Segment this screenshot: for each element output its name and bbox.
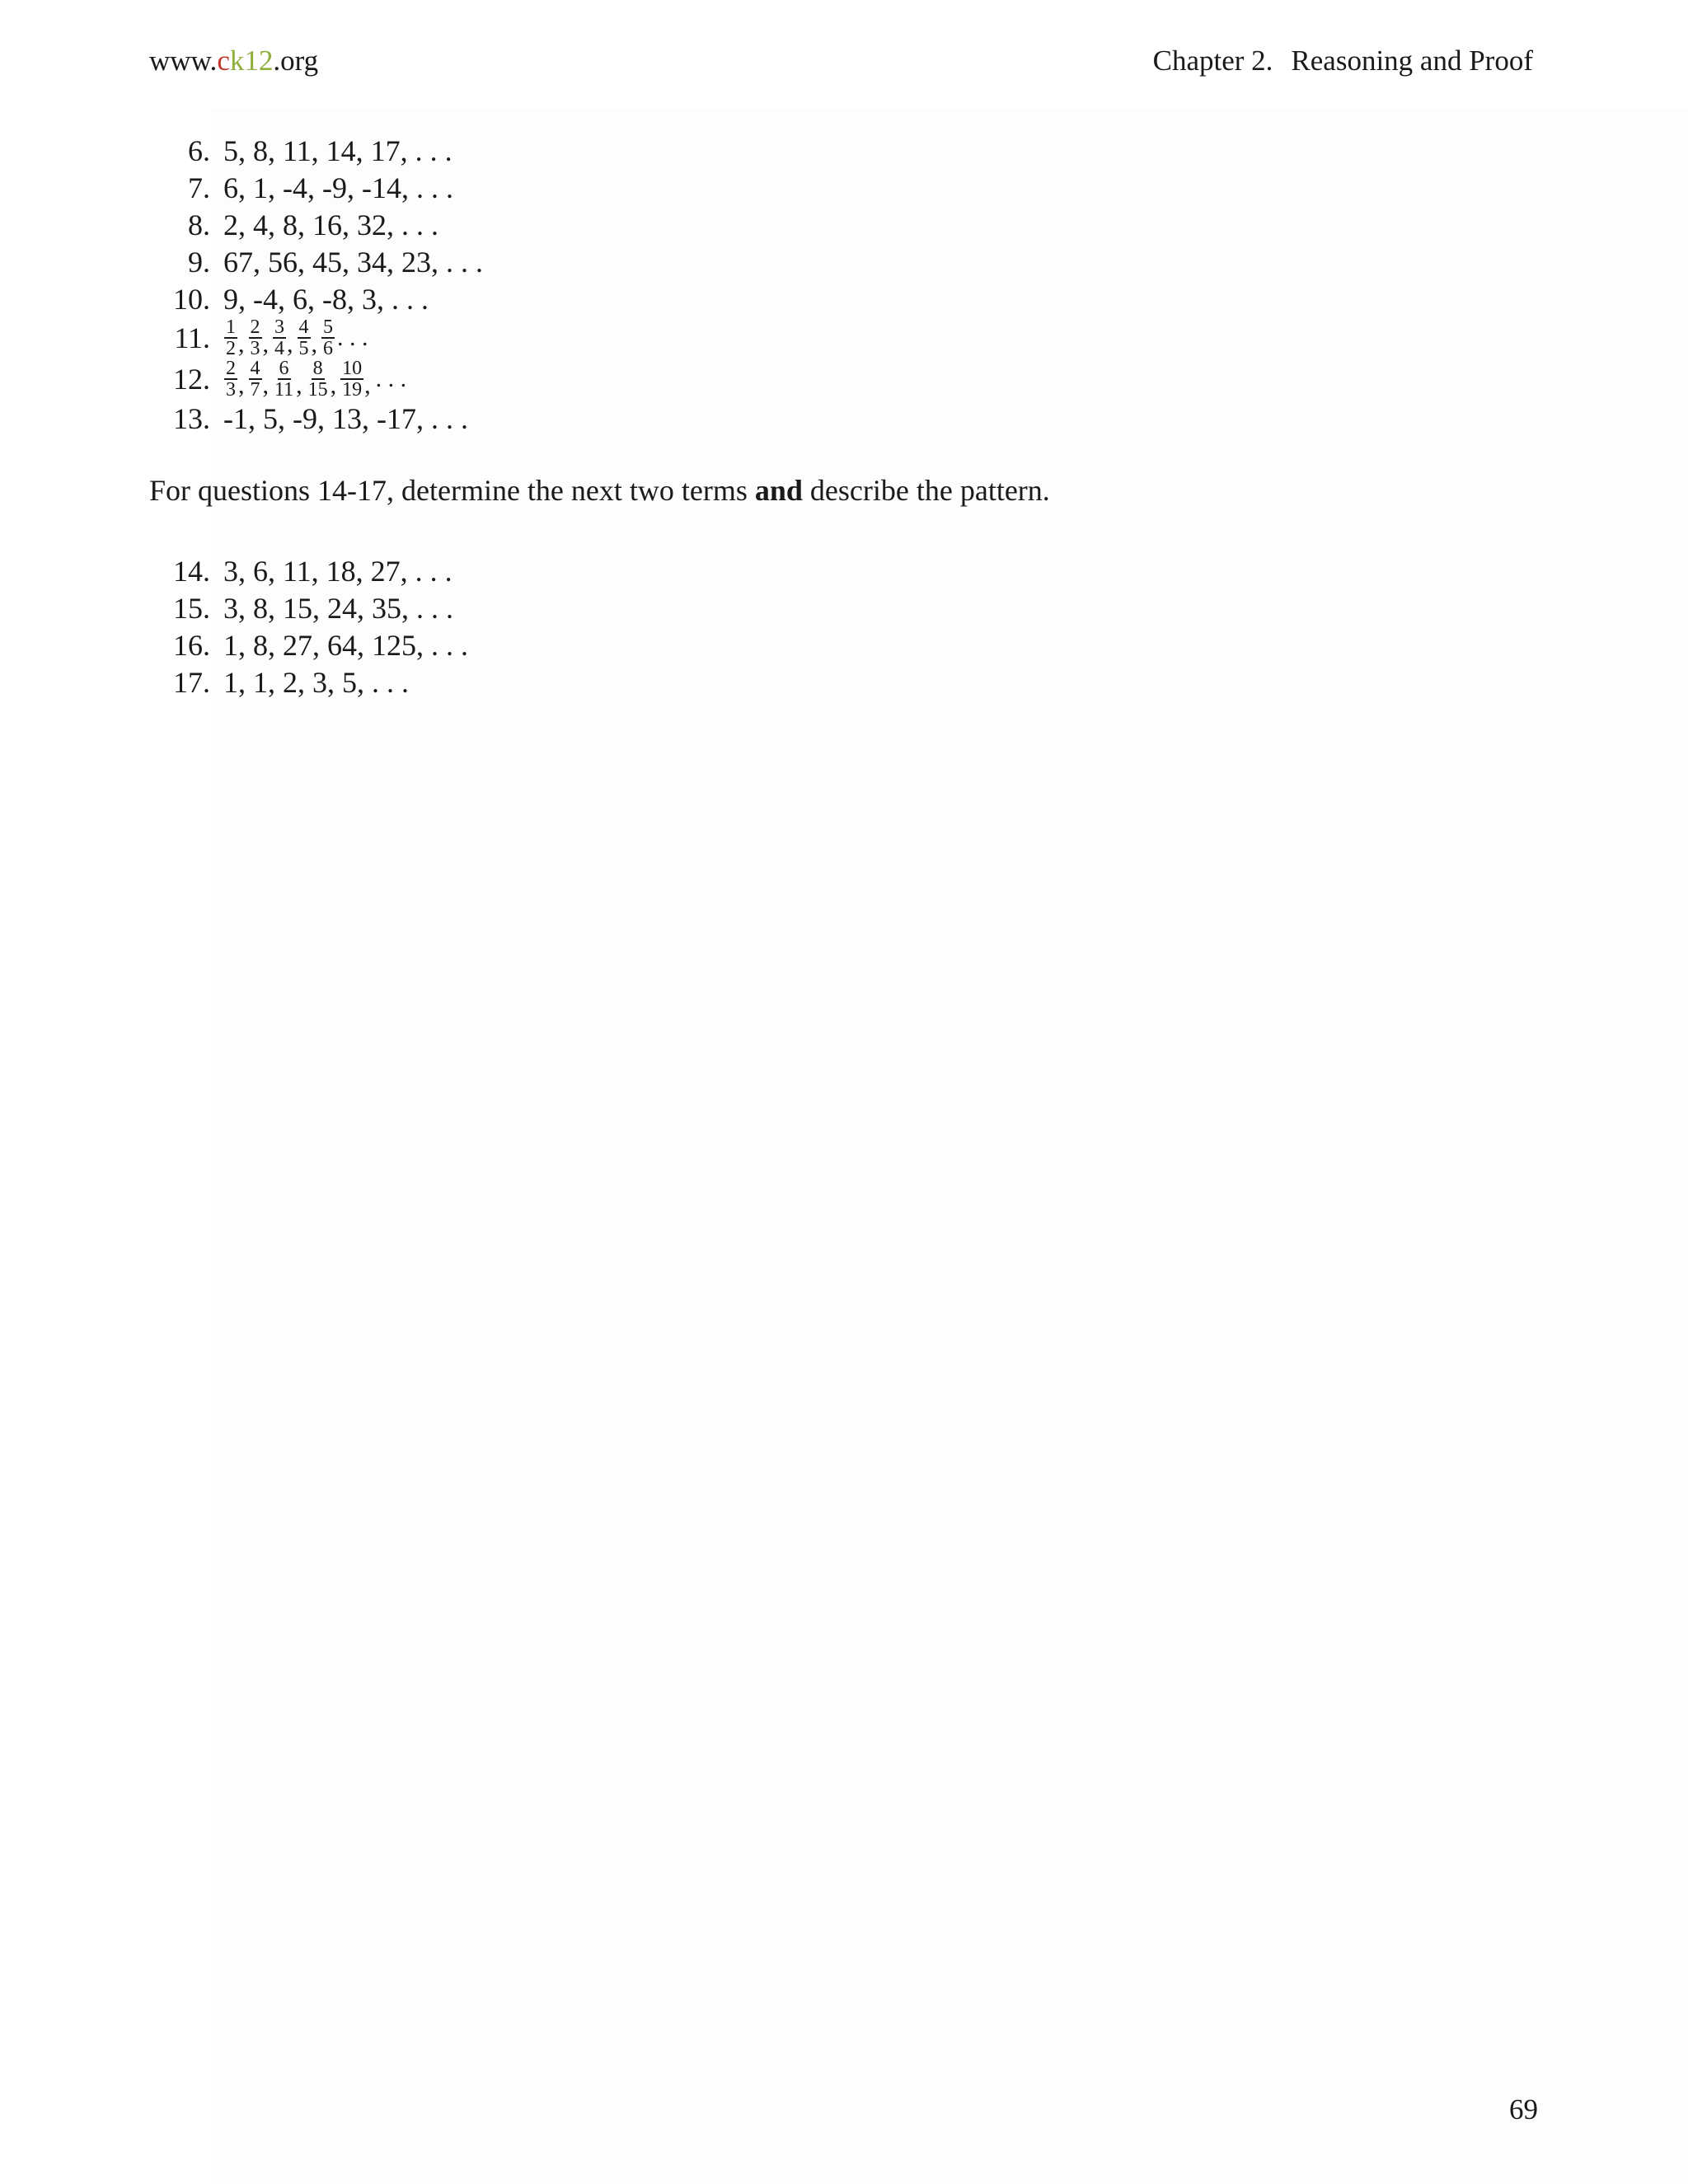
list-item: 16. 1, 8, 27, 64, 125, . . . [173,628,468,662]
fraction: $\frac{6}{11}$ [274,358,294,401]
list-item-fractions-11: 11. $\frac{1}{2}$ , $\frac{2}{3}$ , $\frac{3}{4}$ , $\frac{4}{5}$ , $\frac{5}{6}$ . . . [174,316,368,359]
fraction: $\frac{2}{3}$ [250,316,260,359]
list-item: 7. 6, 1, -4, -9, -14, . . . [188,171,453,204]
list-item: 17. 1, 1, 2, 3, 5, . . . [173,665,409,699]
chapter-section: Reasoning and Proof [1291,45,1533,77]
running-header [149,45,1533,77]
fraction: $\frac{1}{2}$ [226,316,236,359]
list-item: 6. 5, 8, 11, 14, 17, . . . [188,134,452,167]
list-item: 14. 3, 6, 11, 18, 27, . . . [173,554,452,588]
fraction: $\frac{2}{3}$ [226,358,236,401]
url-prefix: www. [149,45,218,77]
page-number: 69 [1509,2093,1538,2125]
instruction-text: For questions 14-17, determine the next two terms and describe the pattern. [149,474,1050,507]
list-item: 10. 9, -4, 6, -8, 3, . . . [173,282,429,316]
fraction: $\frac{4}{7}$ [250,358,260,401]
url-ck-c: c [217,45,230,77]
fraction: $\frac{8}{15}$ [307,358,328,401]
list-item: 8. 2, 4, 8, 16, 32, . . . [188,208,438,241]
fraction: $\frac{5}{6}$ [323,316,333,359]
list-item: 15. 3, 8, 15, 24, 35, . . . [173,591,453,625]
fraction: $\frac{3}{4}$ [274,316,284,359]
chapter-number: Chapter 2. [1152,45,1273,77]
fraction: $\frac{4}{5}$ [298,316,309,359]
list-item: 9. 67, 56, 45, 34, 23, . . . [188,245,483,279]
sequence-list-a [157,132,483,437]
sequence-list-b [157,552,468,701]
fraction: $\frac{10}{19}$ [342,358,363,401]
url-suffix: .org [273,45,319,77]
url-ck-12: 12 [244,45,274,77]
chapter-title [1153,45,1533,77]
list-item: 13. -1, 5, -9, 13, -17, . . . [173,401,468,435]
site-url[interactable] [149,45,318,77]
list-item-fractions-12: 12. $\frac{2}{3}$ , $\frac{4}{7}$ , $\frac{6}{11}$ , $\frac{8}{15}$ , $\frac{10}{19}$ , . . . [173,358,407,401]
url-ck-k: k [229,45,245,77]
